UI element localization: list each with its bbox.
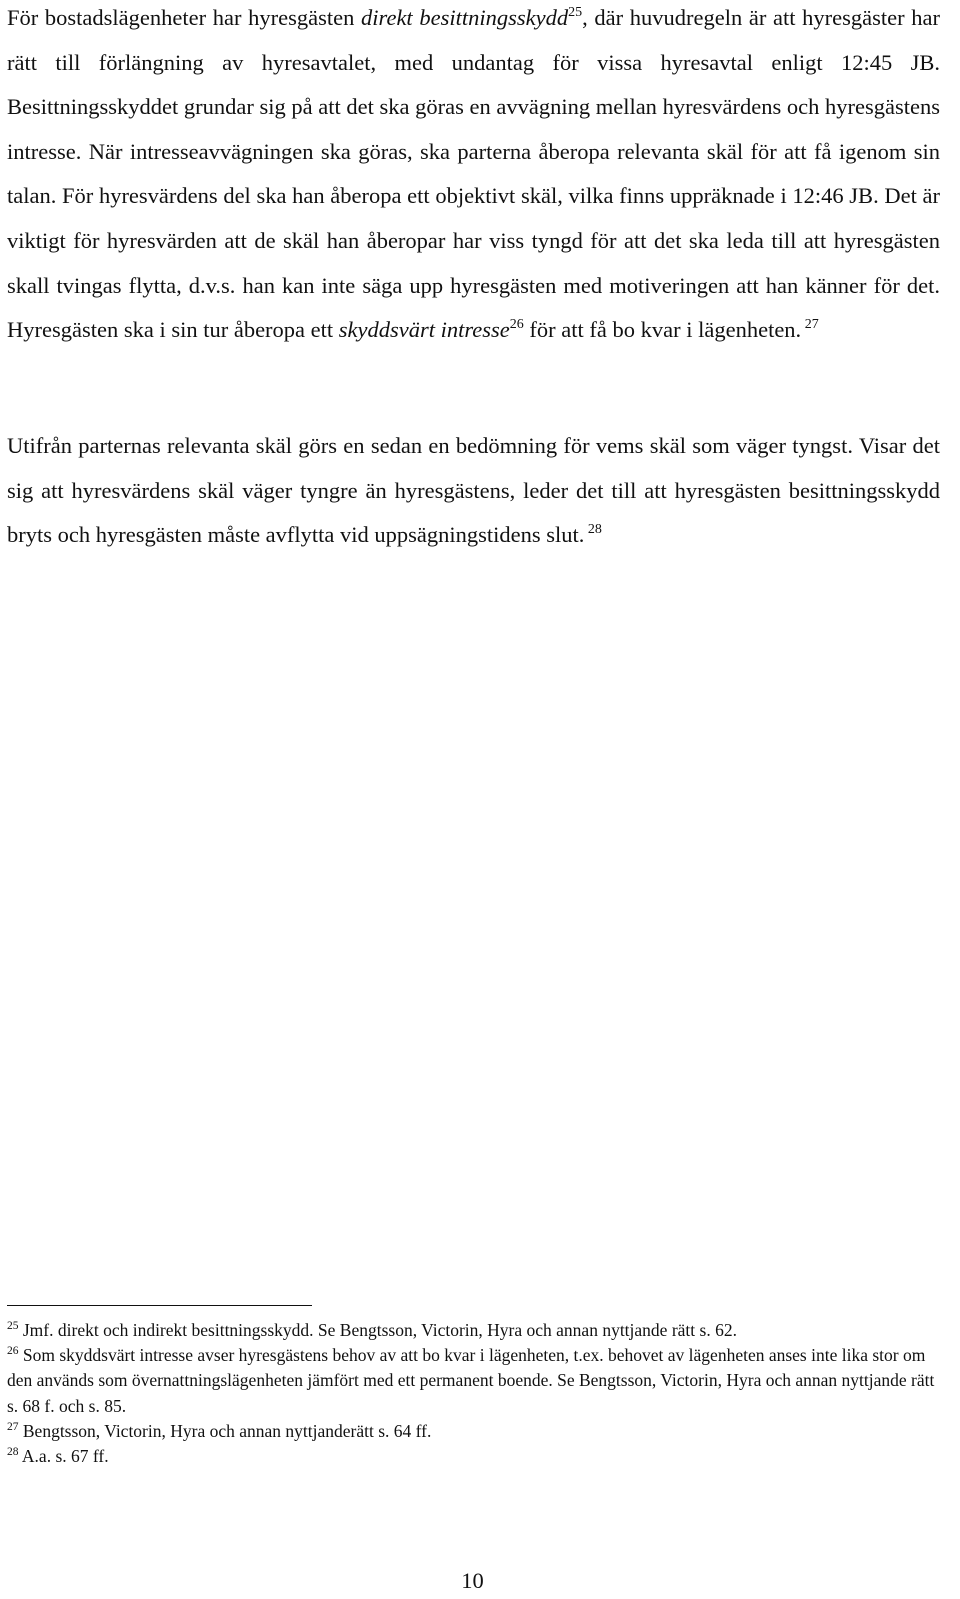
footnote-ref-28[interactable]: 28 [584,522,602,538]
footnote-text: Bengtsson, Victorin, Hyra och annan nyttjanderätt s. 64 ff. [18,1420,432,1441]
footnote-text: Som skyddsvärt intresse avser hyresgästens behov av att bo kvar i lägenheten, t.ex. behovet av lägenheten anses inte lika stor om den används som övernattningslägenheten jämfört med ett permanent boende. Se Bengtsson, Victorin, Hyra och annan nyttjande rätt s. 68 f. och s. 85. [7,1345,935,1416]
page-number: 10 [461,1568,484,1593]
footnote-27 [7,1419,940,1444]
text-run: för att få bo kvar i lägenheten. [523,317,802,343]
footnote-ref-26[interactable]: 26 [509,317,524,333]
footnote-26 [7,1343,940,1419]
footnote-number: 27 [7,1420,19,1433]
footnote-separator [7,1305,312,1306]
footnote-ref-25[interactable]: 25 [568,5,583,20]
text-run: För bostadslägenheter har hyresgästen [7,5,362,30]
footnote-25 [7,1318,940,1343]
footnote-text: A.a. s. 67 ff. [18,1446,109,1467]
body-paragraph-1 [7,0,940,353]
footnote-number: 26 [7,1345,19,1358]
text-run: , där huvudregeln är att hyresgäster har rätt till förlängning av hyresavtalet, med undantag för vissa hyresavtal enligt 12:45 JB. Besittningsskyddet grundar sig på att det ska göras en avvägning mellan hyresvärdens och hyresgästens intresse. När intresseavvägningen ska göras, ska parterna åberopa relevanta skäl för att få igenom sin talan. För hyresvärdens del ska han åberopa ett objektivt skäl, vilka finns uppräknade i 12:46 JB. Det är viktigt för hyresvärden att de skäl han åberopar har viss tyngd för att det ska leda till att hyresgästen skall tvingas flytta, d.v.s. han kan inte säga upp hyresgästen med motiveringen att han känner för det. Hyresgästen ska i sin tur åberopa ett [7,5,940,343]
footnote-number: 28 [7,1446,19,1459]
footnote-ref-27[interactable]: 27 [801,317,819,333]
footnote-text: Jmf. direkt och indirekt besittningsskydd. Se Bengtsson, Victorin, Hyra och annan nyttjande rätt s. 62. [18,1320,737,1340]
italic-term-skyddsvart-intresse: skyddsvärt intresse [338,317,510,343]
italic-term-direkt-besittningsskydd: direkt besittningsskydd [361,5,569,30]
footnotes-section [7,1318,940,1469]
footnote-number: 25 [7,1320,19,1332]
body-paragraph-2 [7,424,940,558]
footnote-28 [7,1444,940,1469]
text-run: Utifrån parternas relevanta skäl görs en sedan en bedömning för vems skäl som väger tyngst. Visar det sig att hyresvärdens skäl väger tyngre än hyresgästens, leder det till att hyresgästen besittningsskydd bryts och hyresgästen måste avflytta vid uppsägningstidens slut. [7,433,940,548]
